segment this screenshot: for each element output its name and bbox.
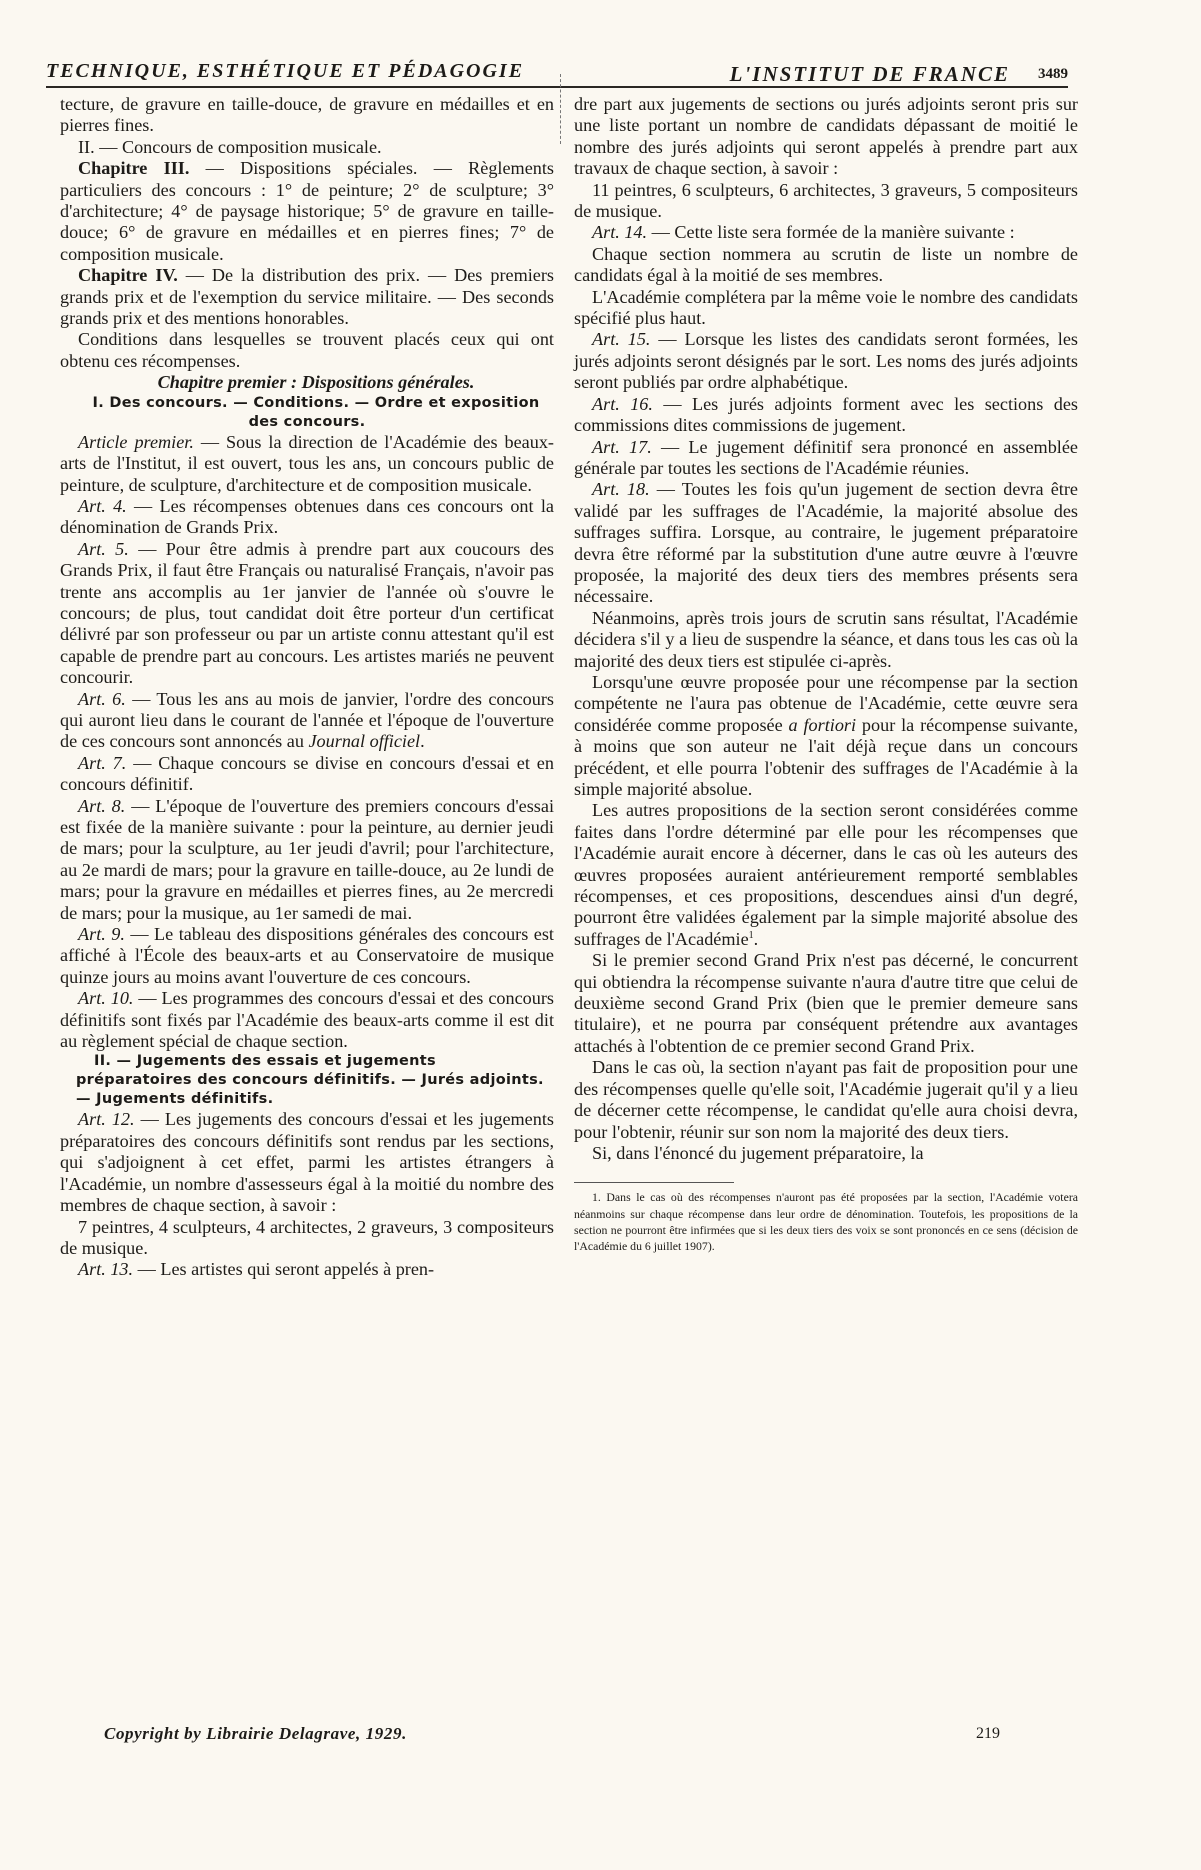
- article-label: Art. 17.: [592, 436, 652, 457]
- paragraph-text: — De la distribution des prix. — Des premiers grands prix et de l'exemption du service militaire. — Des seconds grands prix et des mentions honorables.: [60, 265, 554, 329]
- article-label: Art. 9.: [78, 924, 125, 945]
- article: [574, 479, 1078, 607]
- article: [574, 437, 1078, 480]
- article: [60, 924, 554, 988]
- paragraph: L'Académie complétera par la même voie le nombre des candidats spécifié plus haut.: [574, 286, 1078, 329]
- journal-title: Journal officiel: [308, 731, 421, 752]
- footnote-rule: [574, 1182, 734, 1183]
- paragraph: tecture, de gravure en taille-douce, de gravure en médailles et en pierres fines.: [60, 94, 554, 136]
- article-label: Art. 8.: [78, 795, 126, 816]
- article: [574, 222, 1078, 243]
- article-label: Art. 13.: [78, 1259, 134, 1280]
- paragraph: [60, 158, 554, 265]
- copyright-line: Copyright by Librairie Delagrave, 1929.: [104, 1724, 407, 1743]
- footnote-marker[interactable]: 1: [748, 929, 754, 941]
- article-text: — Toutes les fois qu'un jugement de section devra être validé par les suffrages de l'Académie, la majorité absolue des suffrages suffira. Lorsque, au contraire, le jugement préparatoire devra être réformé par la substitution d'une autre œuvre à l'œuvre proposée, la majorité des deux tiers des membres présents sera nécessaire.: [574, 479, 1078, 607]
- paragraph: dre part aux jugements de sections ou jurés adjoints seront pris sur une liste portant un nombre de candidats dépassant de moitié le nombre des jurés adjoints qui seront appelés à prendre part aux travaux de chaque section, à savoir :: [574, 94, 1078, 179]
- right-column: [574, 94, 1078, 1254]
- article-label: Article premier.: [78, 431, 194, 452]
- article-text: — L'époque de l'ouverture des premiers concours d'essai est fixée de la manière suivante : pour la peinture, au dernier jeudi de mars; pour la sculpture, au 1er jeudi d'avril; pour l'architecture, au 2e mardi de mars; pour la gravure en taille-douce, au 2e lundi de mars; pour la gravure en médailles et pierres fines, au 2e mercredi de mars; pour la musique, au 1er samedi de mai.: [60, 795, 554, 923]
- article: [60, 988, 554, 1052]
- subsection-title: I. Des concours. — Conditions. — Ordre et exposition des concours.: [92, 394, 540, 430]
- italic-term: a fortiori: [788, 714, 857, 735]
- article-label: Art. 7.: [78, 752, 127, 773]
- paragraph: Dans le cas où, la section n'ayant pas fait de proposition pour une des récompenses quelle qu'elle soit, l'Académie jugerait qu'il y a lieu de décerner cette récompense, le candidat qu'elle aura choisi devra, pour l'obtenir, réunir sur son nom la majorité des deux tiers.: [574, 1057, 1078, 1142]
- article-label: Art. 16.: [592, 393, 653, 414]
- article-text: — Le jugement définitif sera prononcé en assemblée générale par toutes les sections de l'Académie réunies.: [574, 436, 1078, 478]
- article-text: — Pour être admis à prendre part aux coucours des Grands Prix, il faut être Français ou naturalisé Français, n'avoir pas trente ans accomplis au 1er janvier de l'année où s'ouvre le concours; de plus, tout candidat doit être porteur d'un certificat délivré par son professeur ou par un artiste connu attestant qu'il est capable de prendre part au concours. Les artistes mariés ne peuvent concourir.: [60, 538, 554, 688]
- article-text: — Chaque concours se divise en concours d'essai et en concours définitif.: [60, 752, 554, 795]
- chapter-label: Chapitre IV.: [78, 265, 178, 286]
- paragraph: II. — Concours de composition musicale.: [78, 136, 382, 157]
- article: [574, 329, 1078, 393]
- article-text: — Les artistes qui seront appelés à pren-: [133, 1259, 435, 1280]
- article-label: Art. 4.: [78, 495, 127, 516]
- paragraph: Si le premier second Grand Prix n'est pas décerné, le concurrent qui obtiendra la récompense suivante n'aura d'autre titre que celui de deuxième second Grand Prix (bien que le premier demeure sans titulaire), et ne pourra par conséquent prétendre aux avantages attachés à l'obtention de ce premier second Grand Prix.: [574, 950, 1078, 1056]
- article-text: — Les récompenses obtenues dans ces concours ont la dénomination de Grands Prix.: [60, 495, 554, 538]
- article: [60, 496, 554, 539]
- paragraph: Conditions dans lesquelles se trouvent placés ceux qui ont obtenu ces récompenses.: [60, 329, 554, 371]
- footnote: 1. Dans le cas où des récompenses n'auront pas été proposées par la section, l'Académie votera néanmoins sur chaque récompense dans leur ordre de dénomination. Toutefois, les propositions de la section ne pourront être infirmées que si les deux tiers des voix se sont prononcés en ce sens (décision de l'Académie du 6 juillet 1907).: [574, 1190, 1078, 1253]
- paragraph-text: Lorsqu'une œuvre proposée pour une récompense par la section compétente ne l'aura pas obtenue de l'Académie, cette œuvre sera considérée comme proposée: [574, 671, 1078, 735]
- article-label: Art. 18.: [592, 479, 650, 500]
- paragraph-text: pour la récompense suivante, à moins que son auteur ne l'ait déjà reçue dans un concours précédent, et elle pourra l'obtenir des suffrages de l'Académie à la simple majorité absolue.: [574, 714, 1078, 799]
- running-header: [46, 56, 1068, 88]
- article-label: Art. 15.: [592, 329, 651, 350]
- header-right-title: L'INSTITUT DE FRANCE: [729, 62, 1010, 86]
- page-folio: 219: [976, 1725, 1000, 1742]
- article: [574, 394, 1078, 437]
- paragraph-text: — Dispositions spéciales. — Règlements particuliers des concours : 1° de peinture; 2° de sculpture; 3° d'architecture; 4° de paysage historique; 5° de gravure en taille-douce; 6° de gravure en médailles et en pierres fines; 7° de composition musicale.: [60, 158, 554, 264]
- paragraph-text: .: [753, 928, 759, 949]
- article: [60, 689, 554, 753]
- article-label: Art. 6.: [78, 688, 126, 709]
- left-column: [60, 94, 554, 1281]
- article: [60, 1109, 554, 1216]
- article-text: .: [420, 731, 425, 752]
- column-divider: [560, 74, 562, 144]
- paragraph-text: Les autres propositions de la section seront considérées comme faites dans l'ordre déterminé par elle pour les récompenses que l'Académie aurait encore à décerner, dans le cas où les auteurs des œuvres proposées auraient antérieurement remporté semblables récompenses, et ces propositions, descendues ainsi d'un degré, pourront être validées également par la simple majorité absolue des suffrages de l'Académie: [574, 800, 1078, 949]
- article: [60, 1259, 554, 1280]
- article: [60, 796, 554, 924]
- paragraph: Si, dans l'énoncé du jugement préparatoire, la: [592, 1142, 924, 1163]
- article-text: — Sous la direction de l'Académie des beaux-arts de l'Institut, il est ouvert, tous les ans, un concours public de peinture, de sculpture, d'architecture et de composition musicale.: [60, 431, 554, 495]
- paragraph: Néanmoins, après trois jours de scrutin sans résultat, l'Académie décidera s'il y a lieu de suspendre la séance, et dans tous les cas où la majorité des deux tiers est stipulée ci-après.: [574, 607, 1078, 671]
- article-label: Art. 10.: [78, 988, 134, 1009]
- article-text: — Le tableau des dispositions générales des concours est affiché à l'École des beaux-arts et au Conservatoire de musique quinze jours au moins avant l'ouverture de ces concours.: [60, 924, 554, 987]
- list-paragraph: 11 peintres, 6 sculpteurs, 6 architectes, 3 graveurs, 5 compositeurs de musique.: [574, 179, 1078, 222]
- section-title: Chapitre premier : Dispositions générales.: [157, 372, 475, 393]
- article: [60, 432, 554, 496]
- chapter-label: Chapitre III.: [78, 158, 190, 179]
- article-label: Art. 12.: [78, 1109, 135, 1130]
- header-left-title: TECHNIQUE, ESTHÉTIQUE ET PÉDAGOGIE: [46, 60, 525, 82]
- article-text: — Cette liste sera formée de la manière suivante :: [647, 222, 1015, 243]
- article-text: — Les programmes des concours d'essai et des concours définitifs sont fixés par l'Académie des beaux-arts comme il est dit au règlement spécial de chaque section.: [60, 988, 554, 1052]
- list-paragraph: 7 peintres, 4 sculpteurs, 4 architectes, 2 graveurs, 3 compositeurs de musique.: [60, 1216, 554, 1258]
- subsection-title: II. — Jugements des essais et jugements préparatoires des concours définitifs. — Jurés adjoints. — Jugements définitifs.: [76, 1053, 544, 1108]
- paragraph: [60, 265, 554, 329]
- article-text: — Les jurés adjoints forment avec les sections des commissions dites commissions de jugement.: [574, 393, 1078, 436]
- header-page-number: 3489: [1038, 66, 1068, 82]
- paragraph: [574, 672, 1078, 800]
- article: [60, 753, 554, 796]
- article-label: Art. 5.: [78, 538, 129, 559]
- paragraph: [574, 800, 1078, 950]
- article: [60, 539, 554, 689]
- article-text: — Les jugements des concours d'essai et les jugements préparatoires des concours définitifs sont rendus par les sections, qui s'adjoignent à cet effet, parmi les artistes étrangers à l'Académie, un nombre d'assesseurs égal à la moitié du nombre des membres de chaque section, à savoir :: [60, 1109, 554, 1216]
- article-label: Art. 14.: [592, 222, 648, 243]
- article-text: — Tous les ans au mois de janvier, l'ordre des concours qui auront lieu dans le courant de l'année et l'époque de l'ouverture de ces concours sont annoncés au: [60, 688, 554, 752]
- paragraph: Chaque section nommera au scrutin de liste un nombre de candidats égal à la moitié de ses membres.: [574, 243, 1078, 286]
- article-text: — Lorsque les listes des candidats seront formées, les jurés adjoints seront désignés par le sort. Les noms des jurés adjoints seront publiés par ordre alphabétique.: [574, 329, 1078, 393]
